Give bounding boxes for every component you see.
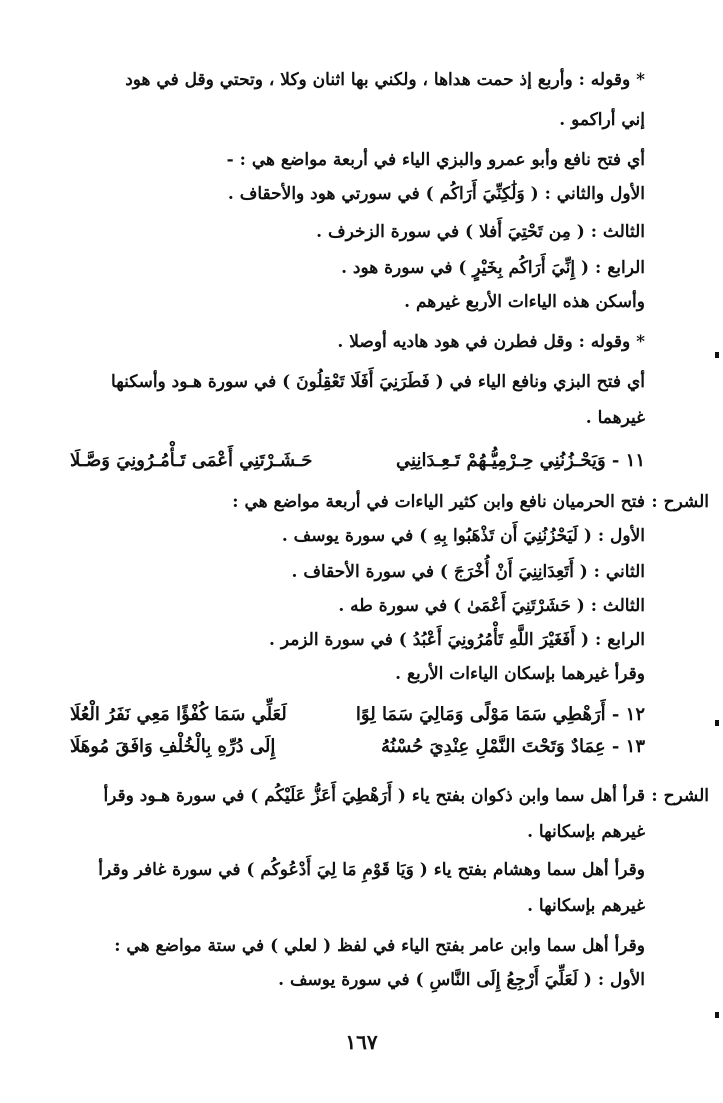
page-number: ١٦٧ — [345, 1030, 378, 1054]
text-line: إني أراكمو . — [559, 110, 645, 130]
sharh-label: الشرح : — [651, 786, 709, 806]
verse-second-half: لَعَلِّي سَمَا كُفْؤًا مَعِي نَفَرُ الْعُلَا — [70, 704, 287, 725]
text-line: وقرأ أهل سما وابن عامر بفتح الياء في لفظ ( لعلي ) في ستة مواضع هي : — [114, 936, 645, 956]
text-line: قرأ أهل سما وابن ذكوان بفتح ياء ( أَرَهْطِيَ أَعَزُّ عَلَيْكُم ) في سورة هـود وقرأ — [103, 786, 645, 806]
text-line: أي فتح نافع وأبو عمرو والبزي الياء في أربعة مواضع هي : - — [226, 150, 645, 170]
verse-first-half: ١٣ - عِمَادٌ وَتَحْتَ النَّمْلِ عِنْدِيَ حُسْنُهُ — [381, 736, 645, 757]
sharh-label: الشرح : — [651, 492, 709, 512]
verse-second-half: إِلَى دُرِّهِ بِالْخُلْفِ وَافَقَ مُوهَلَا — [70, 736, 276, 757]
scan-mark — [715, 720, 719, 726]
text-line: وقرأ أهل سما وهشام بفتح ياء ( وَيَا قَوْمِ مَا لِيَ أَدْعُوكُم ) في سورة غافر وقرأ — [98, 860, 645, 880]
text-line: الأول والثاني : ( وَلَٰكِنِّيَ أَرَاكُم ) في سورتي هود والأحقاف . — [227, 184, 645, 204]
text-line: فتح الحرميان نافع وابن كثير الياءات في أربعة مواضع هي : — [232, 492, 645, 512]
text-line: الثالث : ( مِن تَحْتِيَ أَفلا ) في سورة الزخرف . — [316, 222, 645, 242]
text-line: غيرهم بإسكانها . — [527, 822, 645, 842]
text-line: * وقوله : وأربع إذ حمت هداها ، ولكني بها اثنان وكلا ، وتحتي وقل في هود — [125, 70, 645, 90]
text-line: أي فتح البزي ونافع الياء في ( فَطَرَنِيَ أَفَلَا تَعْقِلُونَ ) في سورة هـود وأسكنها — [111, 372, 645, 392]
text-line: الرابع : ( أَفَغَيْرَ اللَّهِ تَأْمُرُونِيَ أَعْبُدُ ) في سورة الزمر . — [268, 630, 645, 650]
text-line: غيرهم بإسكانها . — [527, 896, 645, 916]
verse-first-half: ١٢ - أَرَهْطِي سَمَا مَوْلًى وَمَالِيَ سَمَا لِوًا — [355, 704, 645, 725]
text-line: الأول : ( لَعَلِّيَ أَرْجِعُ إِلَى النَّاسِ ) في سورة يوسف . — [278, 970, 645, 990]
text-line: وأسكن هذه الياءات الأربع غيرهم . — [404, 292, 645, 312]
text-line: الأول : ( لَيَحْزُنُنِيَ أَن تَذْهَبُوا بِهِ ) في سورة يوسف . — [281, 526, 645, 546]
text-line: غيرهما . — [585, 408, 645, 428]
text-line: وقرأ غيرهما بإسكان الياءات الأربع . — [395, 664, 645, 684]
text-line: الرابع : ( إِنِّيَ أَرَاكُم بِخَيْرٍ ) في سورة هود . — [341, 258, 645, 278]
verse-second-half: حَـشَـرْتَنِي أَعْمَى تَـأْمُـرُونِيَ وَصَّـلَا — [70, 450, 313, 471]
scan-mark — [715, 1012, 719, 1018]
text-line: الثالث : ( حَشَرْتَنِيَ أَعْمَىٰ ) في سورة طه . — [338, 596, 645, 616]
text-line: * وقوله : وقل فطرن في هود هاديه أوصلا . — [337, 332, 645, 352]
scan-mark — [715, 352, 719, 358]
verse-first-half: ١١ - وَيَحْـزُنُنِي حِـرْمِيُّـهُمْ تَـعِـدَانِنِي — [396, 450, 645, 471]
text-line: الثاني : ( أَتَعِدَانِنِيَ أَنْ أُخْرَجَ ) في سورة الأحقاف . — [291, 562, 645, 582]
